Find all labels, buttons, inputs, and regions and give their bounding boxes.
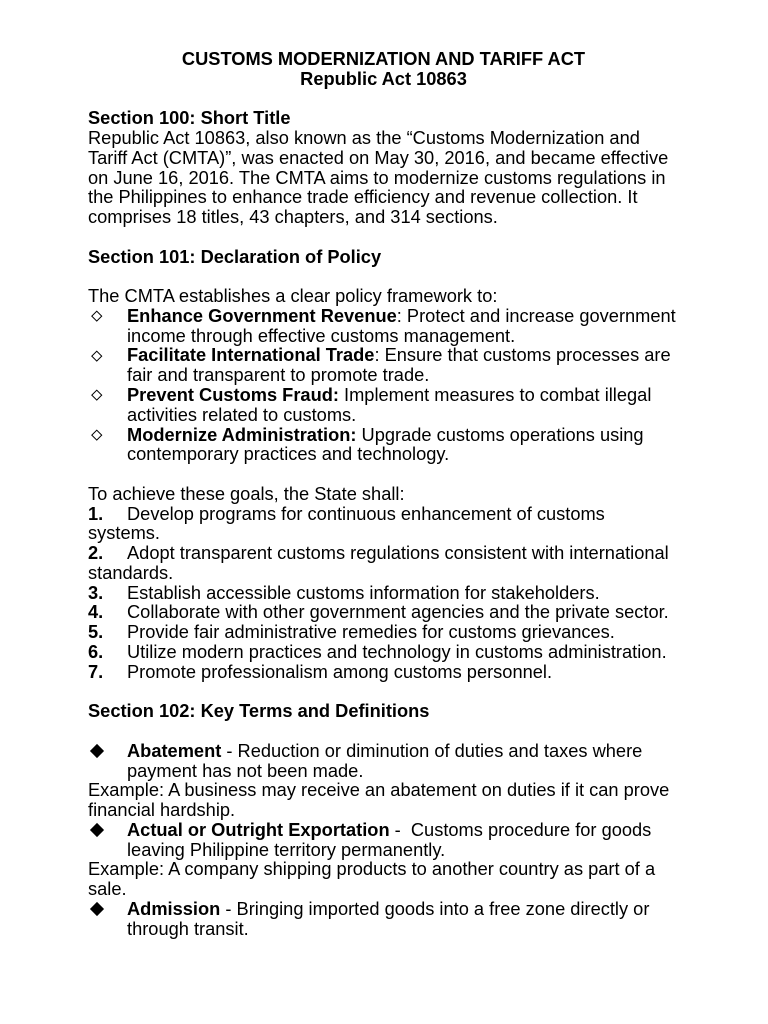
- section-102-heading: Section 102: Key Terms and Definitions: [88, 700, 430, 722]
- goal-text: Establish accessible customs information for stakeholders.: [127, 581, 600, 603]
- section-100-body: Republic Act 10863, also known as the “Customs Modernization and Tariff Act (CMTA)”, was enacted on May 30, 2016, and became effective on June 16, 2016. The CMTA aims to modernize customs regulations in the Philippines to enhance trade efficiency and revenue collection. It comprises 18 titles, 43 chapters, and 314 sections.: [88, 127, 669, 228]
- goals-intro: To achieve these goals, the State shall:: [88, 482, 405, 504]
- objective-text: Upgrade customs operations using contemporary practices and technology.: [127, 423, 644, 465]
- document-title: CUSTOMS MODERNIZATION AND TARIFF ACT: [181, 48, 586, 69]
- key-term-item: [88, 741, 679, 781]
- solid-diamond-bullet-icon: [90, 823, 104, 837]
- goal-text: Provide fair administrative remedies for customs grievances.: [127, 621, 615, 643]
- objective-text: : Protect and increase government income through effective customs management.: [127, 304, 676, 346]
- objective-text: Implement measures to combat illegal activities related to customs.: [127, 384, 652, 425]
- goal-text: Promote professionalism among customs personnel.: [127, 660, 553, 682]
- goal-text: Collaborate with other government agencies and the private sector.: [127, 601, 669, 623]
- key-term-example: Example: A company shipping products to another country as part of a sale.: [88, 858, 656, 900]
- objective-text: : Ensure that customs processes are fair and transparent to promote trade.: [127, 344, 671, 386]
- objective-term: Modernize Administration:: [127, 423, 357, 445]
- goal-number: 5.: [88, 621, 104, 643]
- document-title-block: [88, 49, 679, 89]
- objective-item: [88, 425, 679, 465]
- objective-item: [88, 306, 679, 346]
- section-100-heading: Section 100: Short Title: [88, 107, 291, 129]
- hollow-diamond-bullet-icon: [91, 390, 102, 401]
- key-term-example: Example: A business may receive an abatement on duties if it can prove financial hardship.: [88, 779, 670, 821]
- key-term-definition: - Reduction or diminution of duties and taxes where payment has not been made.: [127, 739, 648, 781]
- key-term: Actual or Outright Exportation: [127, 818, 390, 840]
- policy-intro: The CMTA establishes a clear policy framework to:: [88, 285, 498, 307]
- goal-item: [88, 622, 679, 642]
- objective-term: Prevent Customs Fraud:: [127, 384, 339, 406]
- goal-text: Adopt transparent customs regulations consistent with international standards.: [88, 542, 669, 583]
- goal-number: 3.: [88, 581, 104, 603]
- key-term: Admission: [127, 897, 221, 919]
- goal-number: 4.: [88, 601, 104, 623]
- key-term-definition: - Bringing imported goods into a free zone directly or through transit.: [127, 897, 655, 939]
- key-terms-list: [88, 741, 679, 939]
- section-100: [88, 108, 679, 227]
- goal-number: 1.: [88, 502, 104, 524]
- goal-text: Develop programs for continuous enhancement of customs systems.: [88, 502, 605, 544]
- objective-term: Enhance Government Revenue: [127, 304, 397, 326]
- objective-item: [88, 385, 679, 425]
- objective-item: [88, 345, 679, 385]
- policy-objectives: [88, 286, 679, 464]
- key-term: Abatement: [127, 739, 222, 761]
- goal-text: Utilize modern practices and technology in customs administration.: [127, 640, 667, 662]
- goal-item: [88, 543, 679, 583]
- hollow-diamond-bullet-icon: [91, 429, 102, 440]
- hollow-diamond-bullet-icon: [91, 310, 102, 321]
- hollow-diamond-bullet-icon: [91, 350, 102, 361]
- key-term-item: [88, 899, 679, 939]
- goal-item: [88, 602, 679, 622]
- goal-number: 7.: [88, 660, 104, 682]
- state-goals: [88, 484, 679, 682]
- section-101-heading: Section 101: Declaration of Policy: [88, 245, 382, 267]
- key-term-item: [88, 820, 679, 860]
- goal-item: [88, 583, 679, 603]
- objective-term: Facilitate International Trade: [127, 344, 375, 366]
- goal-number: 6.: [88, 640, 104, 662]
- goal-item: [88, 642, 679, 662]
- goal-item: [88, 662, 679, 682]
- document-body: [88, 49, 679, 938]
- goal-number: 2.: [88, 542, 104, 564]
- goal-item: [88, 504, 679, 544]
- document-subtitle: Republic Act 10863: [300, 67, 467, 89]
- solid-diamond-bullet-icon: [90, 744, 104, 758]
- key-term-definition: - Customs procedure for goods leaving Philippine territory permanently.: [127, 818, 657, 860]
- solid-diamond-bullet-icon: [90, 902, 104, 916]
